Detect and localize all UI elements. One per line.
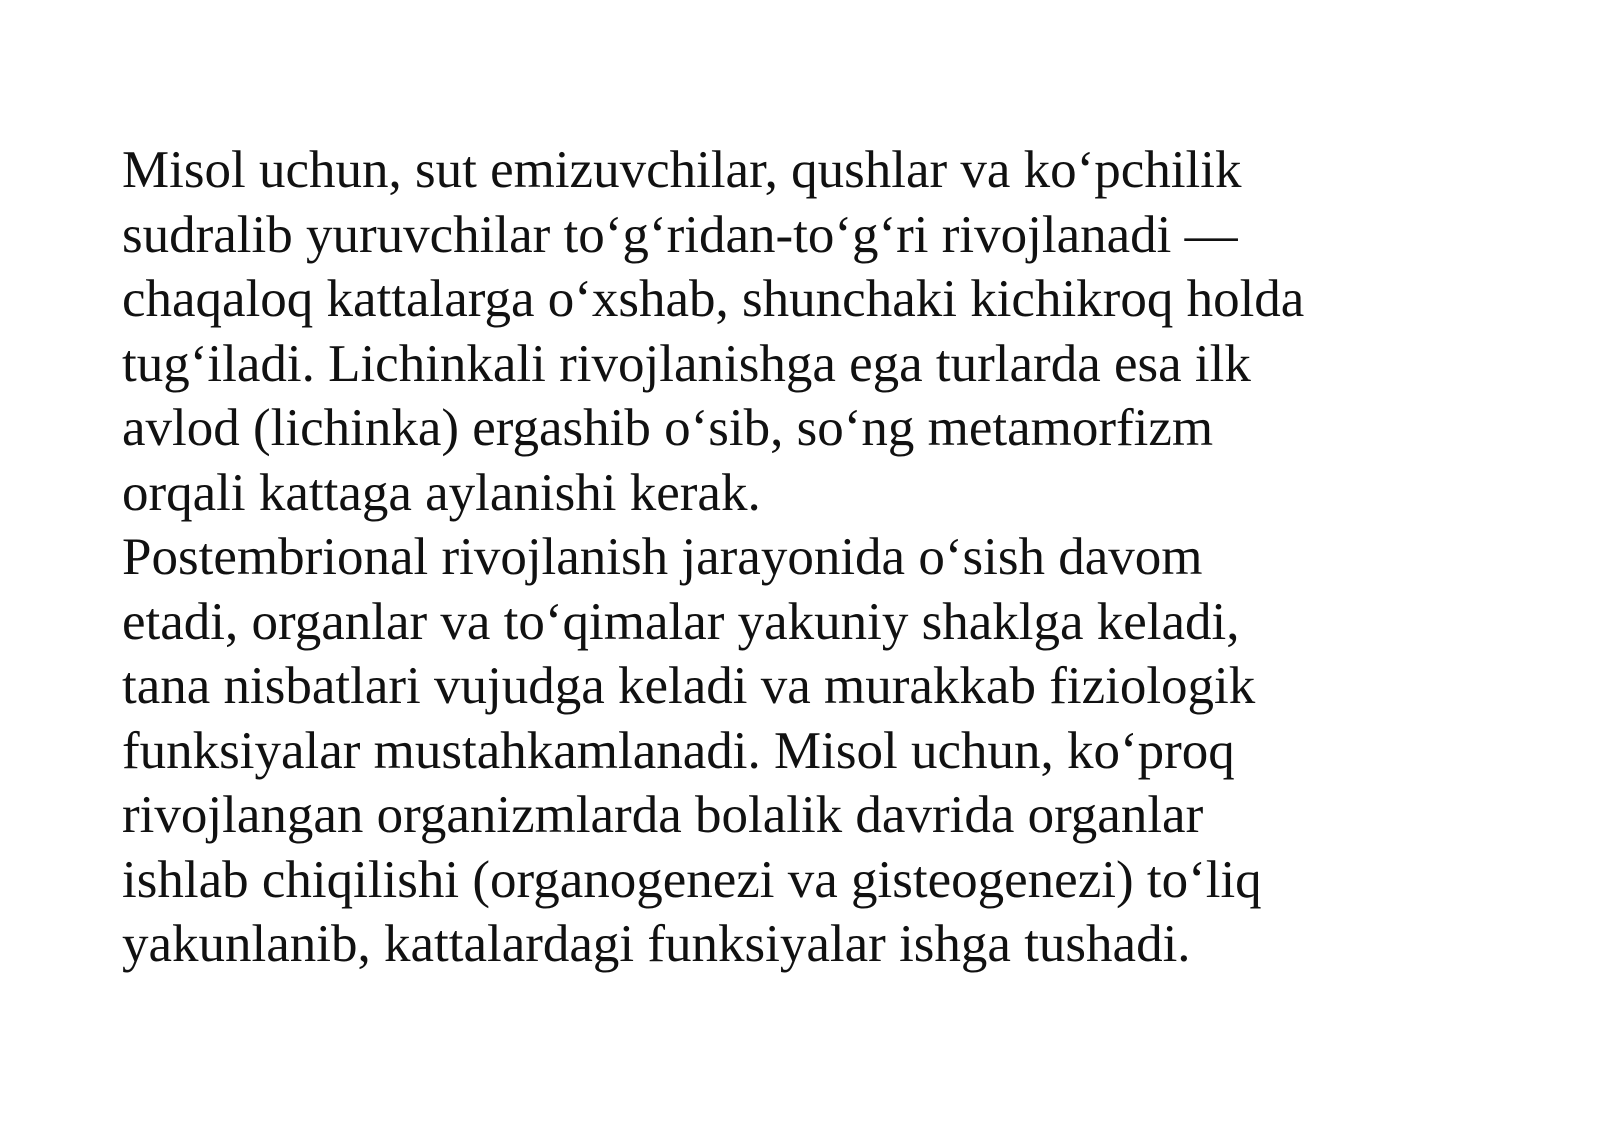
text-line-4: tug‘iladi. Lichinkali rivojlanishga ega turlarda esa ilk xyxy=(122,334,1251,393)
text-line-9: tana nisbatlari vujudga keladi va murakkab fiziologik xyxy=(122,657,1256,715)
text-line-10: funksiyalar mustahkamlanadi. Misol uchun, ko‘proq xyxy=(122,721,1235,780)
text-line-6: orqali kattaga aylanishi kerak. xyxy=(122,463,761,522)
text-line-13: yakunlanib, kattalardagi funksiyalar ishga tushadi. xyxy=(122,915,1191,973)
text-line-3: chaqaloq kattalarga o‘xshab, shunchaki kichikroq holda xyxy=(122,270,1305,328)
text-line-5: avlod (lichinka) ergashib o‘sib, so‘ng metamorfizm xyxy=(122,399,1214,457)
text-line-8: etadi, organlar va to‘qimalar yakuniy shaklga keladi, xyxy=(122,592,1240,651)
text-line-7: Postembrional rivojlanish jarayonida o‘sish davom xyxy=(122,528,1203,586)
text-line-11: rivojlangan organizmlarda bolalik davrida organlar xyxy=(122,786,1204,844)
text-line-2: sudralib yuruvchilar to‘g‘ridan-to‘g‘ri rivojlanadi — xyxy=(122,205,1238,264)
text-line-1: Misol uchun, sut emizuvchilar, qushlar va ko‘pchilik xyxy=(122,141,1242,199)
text-line-12: ishlab chiqilishi (organogenezi va gisteogenezi) to‘liq xyxy=(122,850,1262,909)
body-text xyxy=(122,138,1522,977)
